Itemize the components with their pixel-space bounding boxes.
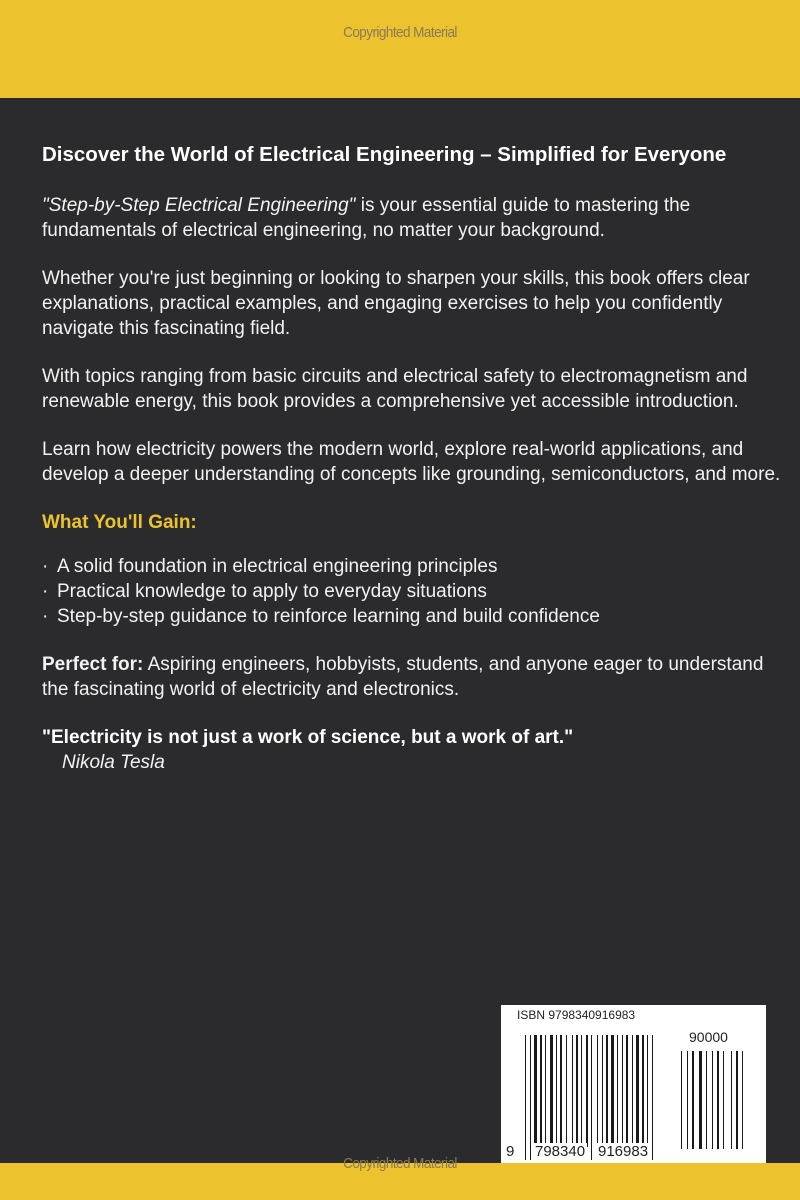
addon-bar	[717, 1051, 719, 1149]
top-yellow-band	[0, 0, 800, 98]
barcode-digits-right: 916983	[598, 1143, 649, 1160]
barcode-bar	[560, 1035, 562, 1147]
barcode-bar	[566, 1035, 567, 1147]
barcode-bar	[540, 1035, 542, 1147]
paragraph: Whether you're just beginning or looking to sharpen your skills, this book offers clear explanations, practical examples, and engaging exercises to help you confidently navigate this fascinating field.	[42, 268, 750, 339]
addon-bar	[712, 1051, 713, 1149]
barcode-bar	[602, 1035, 603, 1147]
addon-bar	[706, 1051, 707, 1149]
quote: "Electricity is not just a work of science, but a work of art."	[42, 727, 574, 748]
barcode-bar	[611, 1035, 614, 1147]
intro-paragraph	[42, 193, 782, 243]
perfect-for-text: Aspiring engineers, hobbyists, students, and anyone eager to understand the fascinating world of electricity and electronics.	[42, 654, 764, 700]
barcode-bar	[652, 1035, 653, 1160]
bottom-yellow-band	[0, 1155, 800, 1200]
barcode-bar	[525, 1035, 526, 1160]
barcode-bar	[581, 1035, 582, 1147]
watermark-bottom: Copyrighted Material	[343, 1155, 457, 1172]
watermark-top: Copyrighted Material	[343, 24, 457, 41]
book-title: "Step-by-Step Electrical Engineering"	[42, 195, 356, 216]
perfect-for-label: Perfect for:	[42, 654, 144, 675]
addon-bar	[692, 1051, 694, 1149]
gain-list	[42, 554, 782, 629]
barcode-digits-left: 798340	[535, 1143, 586, 1160]
gain-heading: What You'll Gain:	[42, 512, 197, 533]
heading: Discover the World of Electrical Engineering – Simplified for Everyone	[42, 143, 727, 166]
barcode-bar	[550, 1035, 553, 1147]
barcode-bar	[576, 1035, 578, 1147]
barcode-bar	[632, 1035, 633, 1147]
paragraph: With topics ranging from basic circuits and electrical safety to electromagnetism and renewable energy, this book provides a comprehensive yet accessible introduction.	[42, 366, 748, 412]
barcode-bar	[530, 1035, 531, 1160]
barcode-bar	[626, 1035, 628, 1147]
price-addon: 90000	[689, 1029, 728, 1045]
intro-text: is your essential guide to mastering the fundamentals of electrical engineering, no matter your background.	[42, 195, 691, 241]
barcode-bar	[622, 1035, 623, 1147]
addon-bar	[731, 1051, 732, 1149]
list-item: · Practical knowledge to apply to everyday situations	[42, 579, 782, 604]
barcode-digit-first: 9	[506, 1143, 515, 1160]
isbn-barcode	[501, 1005, 766, 1165]
isbn-label: ISBN 9798340916983	[517, 1008, 636, 1022]
addon-bar	[736, 1051, 738, 1149]
back-cover-text	[42, 140, 782, 775]
addon-bar	[742, 1051, 743, 1149]
perfect-for	[42, 652, 782, 702]
barcode-bar	[572, 1035, 573, 1147]
paragraph: Learn how electricity powers the modern world, explore real-world applications, and develop a deeper understanding of concepts like grounding, semiconductors, and more.	[42, 439, 781, 485]
barcode-bar	[647, 1035, 648, 1160]
barcode-bar	[642, 1035, 644, 1147]
addon-bar	[681, 1051, 682, 1149]
barcode-bar	[617, 1035, 618, 1147]
addon-bar	[687, 1051, 688, 1149]
list-item: · Step-by-step guidance to reinforce learning and build confidence	[42, 604, 782, 629]
addon-bar	[699, 1051, 702, 1149]
addon-bar	[723, 1051, 724, 1149]
barcode-bar	[534, 1035, 537, 1147]
barcode-bar	[545, 1035, 546, 1147]
barcode-bar	[586, 1035, 588, 1147]
list-item: · A solid foundation in electrical engineering principles	[42, 554, 782, 579]
barcode-bar	[597, 1035, 598, 1147]
barcode-bar	[636, 1035, 639, 1147]
quote-author: Nikola Tesla	[62, 752, 165, 773]
barcode-bar	[591, 1035, 592, 1160]
barcode-bar	[556, 1035, 557, 1147]
barcode-bar	[606, 1035, 608, 1147]
